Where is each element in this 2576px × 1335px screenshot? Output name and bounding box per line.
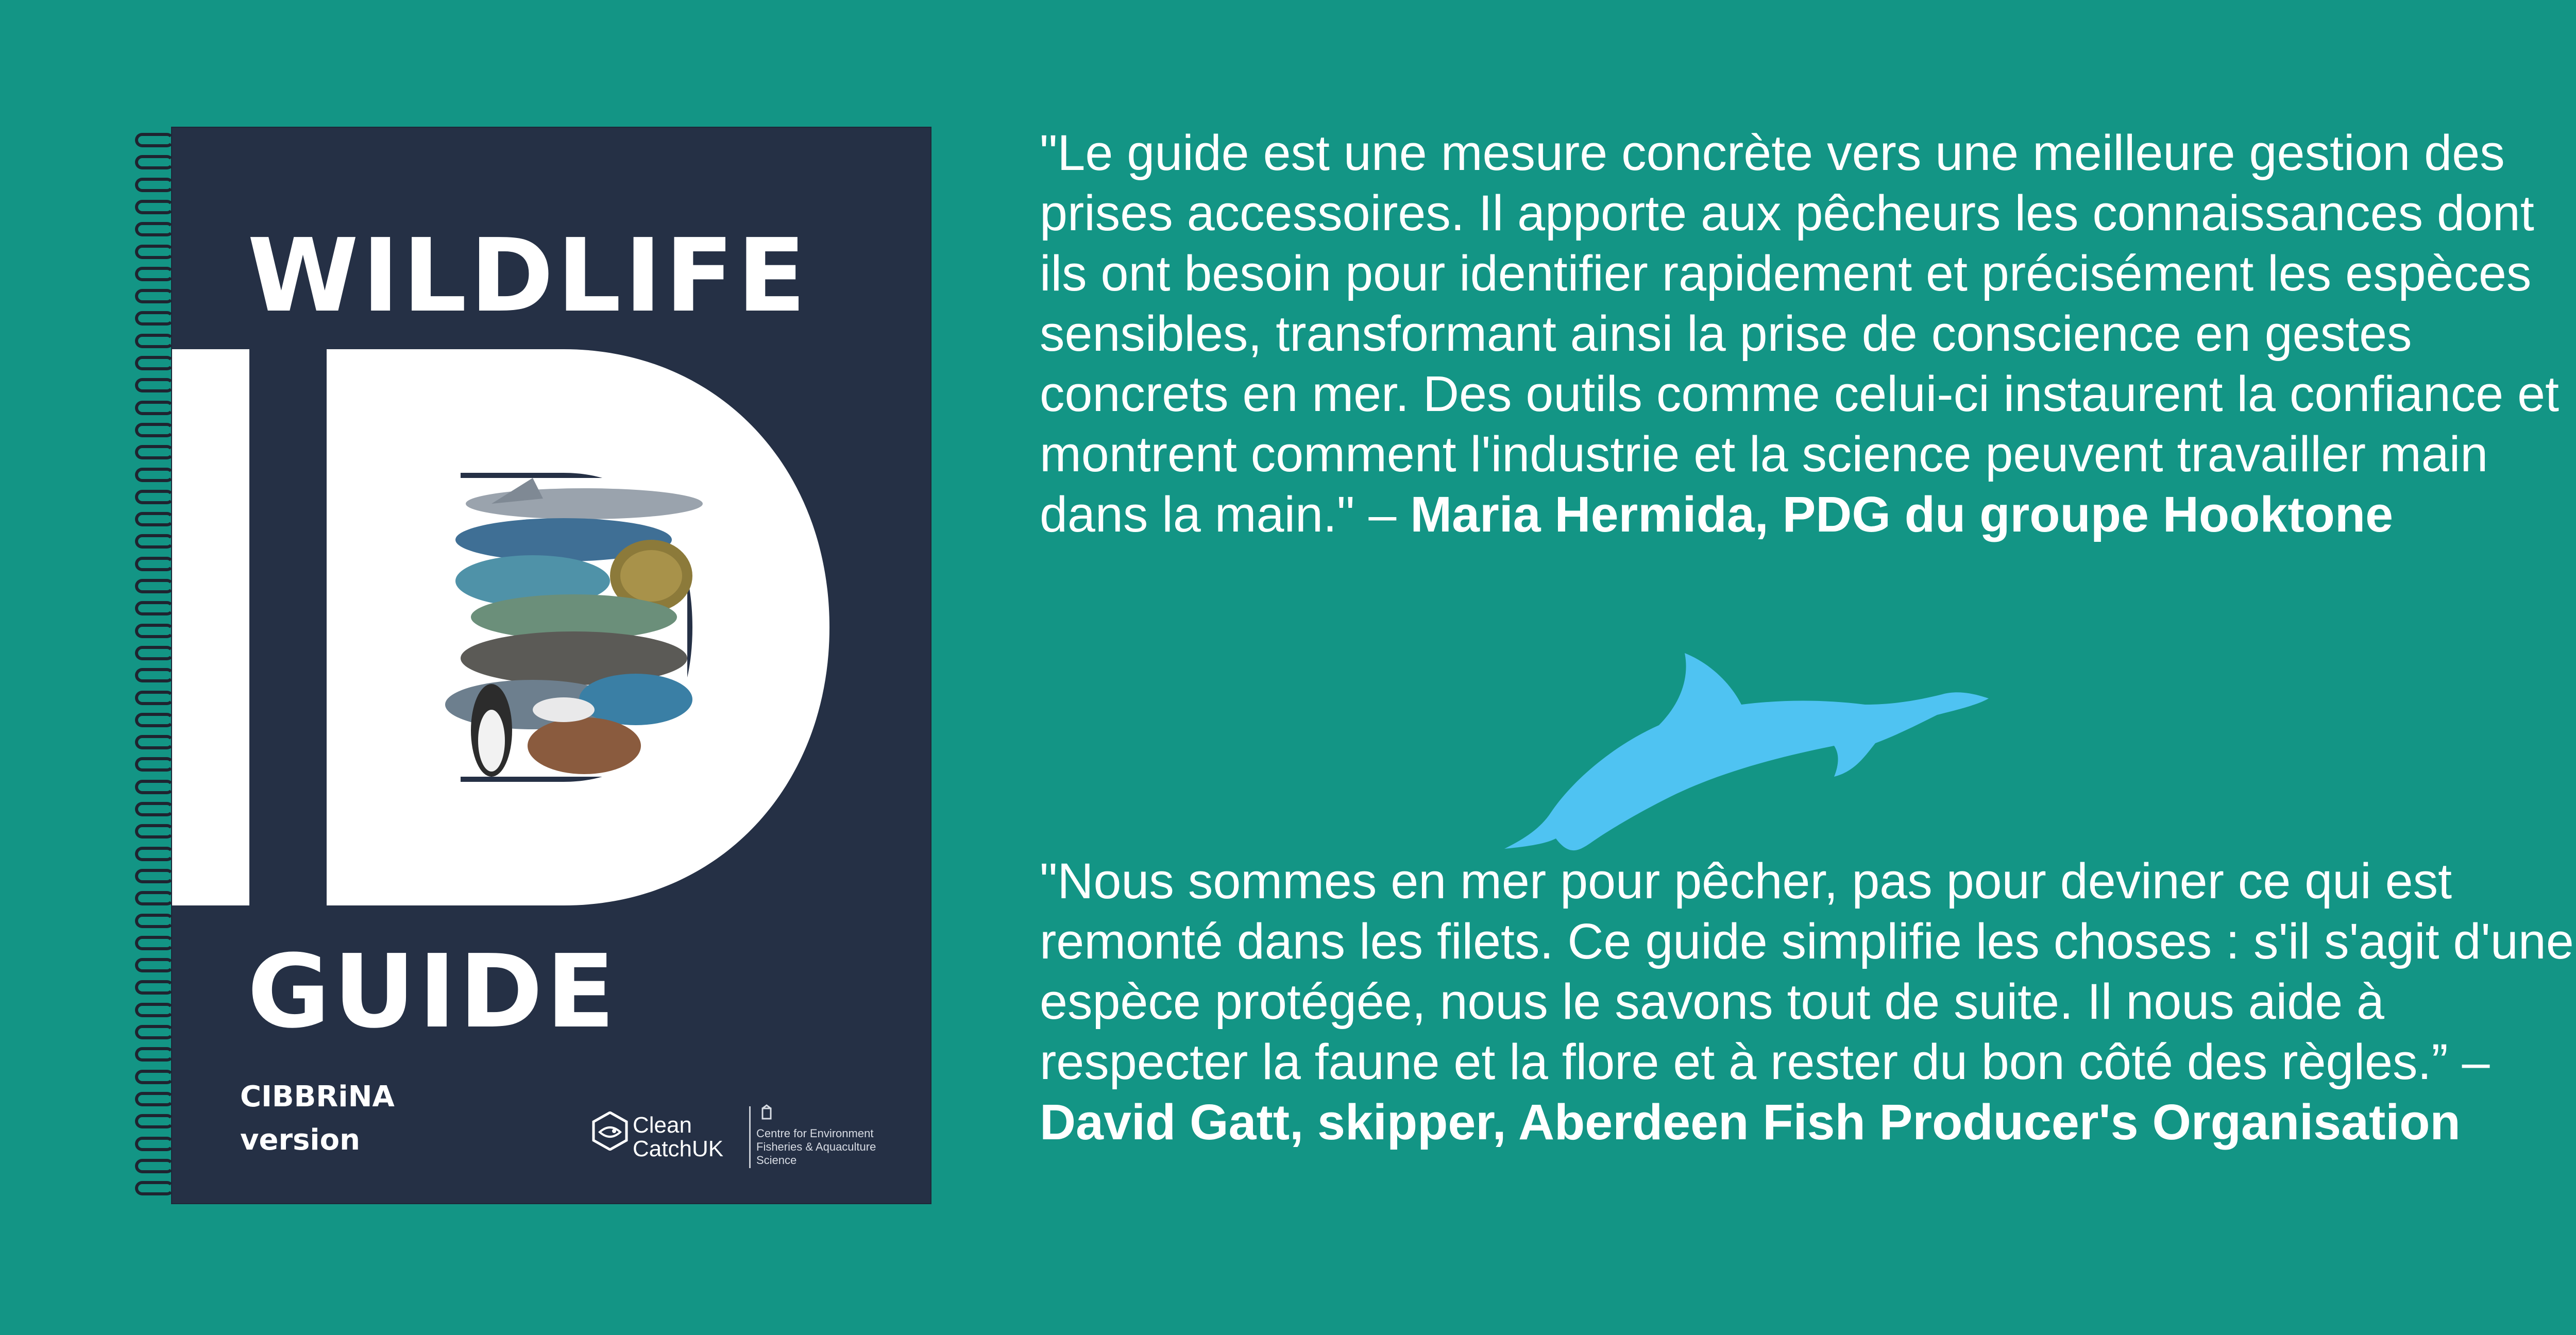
spiral-coil — [135, 844, 171, 861]
spiral-coil — [135, 1000, 171, 1017]
spiral-coil — [135, 308, 171, 326]
spiral-coil — [135, 1134, 171, 1151]
spiral-coil — [135, 264, 171, 281]
spiral-coil — [135, 554, 171, 571]
quote-text: "Le guide est une mesure concrète vers une meilleure gestion des prises accessoires. Il apporte aux pêcheurs les connaissances dont ils ont besoin pour identifier rapidement et précisément les espèces sensibles, transformant ainsi la prise de conscience en gestes concrets en mer. Des outils comme celui-ci instaurent la confiance et montrent comment l'industrie et la science peuvent travailler main dans la main." – — [1040, 125, 2560, 542]
spiral-coil — [135, 977, 171, 995]
spiral-coil — [135, 754, 171, 772]
spiral-coil — [135, 1022, 171, 1039]
spiral-coil — [135, 911, 171, 928]
spiral-coil — [135, 955, 171, 972]
cleancatch-logo-icon — [590, 1111, 630, 1151]
spiral-coil — [135, 821, 171, 838]
spiral-coil — [135, 286, 171, 303]
partner-logos — [581, 1096, 911, 1168]
cefas-logo-text: Centre for Environment Fisheries & Aquaculture Science — [756, 1127, 876, 1167]
dolphin-icon — [1494, 632, 2009, 859]
spiral-coil — [135, 130, 171, 147]
cleancatch-logo-text: Clean CatchUK — [633, 1112, 724, 1161]
spiral-coil — [135, 732, 171, 749]
spiral-coil — [135, 1044, 171, 1062]
spiral-coil — [135, 331, 171, 348]
spiral-coil — [135, 799, 171, 816]
spiral-coil — [135, 643, 171, 660]
spiral-binding — [132, 130, 174, 1201]
spiral-coil — [135, 621, 171, 638]
quote-attribution: Maria Hermida, PDG du groupe Hooktone — [1410, 486, 2394, 542]
spiral-coil — [135, 710, 171, 727]
spiral-coil — [135, 353, 171, 370]
quote-text: "Nous sommes en mer pour pêcher, pas pour deviner ce qui est remonté dans les filets. Ce guide simplifie les choses : s'il s'agit d'une espèce protégée, nous le savons tout de suite. Il nous aide à respecter la faune et la flore et à rester du bon côté des règles.” – — [1040, 853, 2574, 1090]
spiral-coil — [135, 175, 171, 192]
version-line-2: version — [240, 1123, 360, 1157]
quote-gatt — [1040, 851, 2576, 1152]
spiral-coil — [135, 420, 171, 437]
spiral-coil — [135, 152, 171, 169]
cover-title-guide: GUIDE — [247, 933, 618, 1051]
spiral-coil — [135, 1089, 171, 1106]
species-collage-illustration — [445, 478, 703, 777]
spiral-coil — [135, 598, 171, 615]
spiral-coil — [135, 665, 171, 682]
spiral-coil — [135, 487, 171, 504]
spiral-coil — [135, 1156, 171, 1173]
cover-id-letters — [172, 349, 930, 916]
spiral-coil — [135, 531, 171, 549]
spiral-coil — [135, 465, 171, 482]
logo-divider — [749, 1106, 751, 1168]
spiral-coil — [135, 197, 171, 214]
spiral-coil — [135, 442, 171, 459]
spiral-coil — [135, 1178, 171, 1195]
spiral-coil — [135, 509, 171, 526]
version-line-1: CIBBRiNA — [240, 1080, 395, 1114]
royal-crest-icon — [756, 1103, 777, 1124]
spiral-coil — [135, 1111, 171, 1128]
spiral-coil — [135, 219, 171, 236]
spiral-coil — [135, 375, 171, 392]
spiral-coil — [135, 688, 171, 705]
cover-version-label — [240, 1075, 395, 1162]
spiral-coil — [135, 576, 171, 593]
spiral-coil — [135, 777, 171, 794]
spiral-coil — [135, 1067, 171, 1084]
cover-title-wildlife: WILDLIFE — [247, 217, 809, 335]
spiral-coil — [135, 866, 171, 883]
spiral-coil — [135, 398, 171, 415]
spiral-coil — [135, 888, 171, 905]
spiral-coil — [135, 242, 171, 259]
quote-hermida — [1040, 123, 2576, 544]
guide-cover — [172, 128, 930, 1203]
spiral-coil — [135, 933, 171, 950]
quote-attribution: David Gatt, skipper, Aberdeen Fish Producer's Organisation — [1040, 1094, 2461, 1150]
